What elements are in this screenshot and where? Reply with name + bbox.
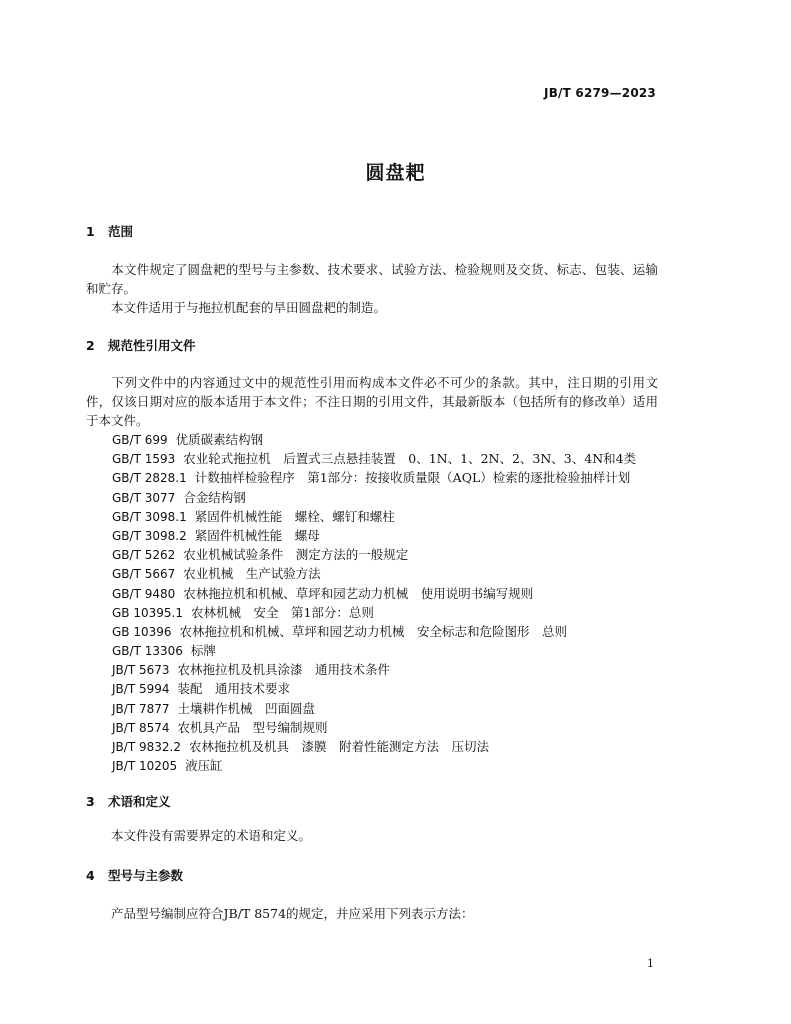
reference-code: GB 10396 — [112, 624, 172, 639]
reference-title: 农机具产品 型号编制规则 — [177, 719, 328, 735]
reference-code: GB/T 2828.1 — [112, 471, 187, 486]
reference-item — [112, 507, 636, 526]
reference-title: 合金结构钢 — [183, 489, 246, 505]
reference-code: GB/T 3098.1 — [112, 509, 187, 524]
section-number: 3 — [86, 794, 95, 809]
reference-item — [112, 603, 636, 622]
reference-code: JB/T 7877 — [112, 701, 170, 716]
reference-title: 农林机械 安全 第1部分：总则 — [190, 604, 374, 620]
reference-code: GB/T 13306 — [112, 644, 183, 659]
reference-code: GB 10395.1 — [112, 605, 183, 620]
reference-title: 农业机械 生产试验方法 — [183, 566, 321, 582]
reference-code: GB/T 1593 — [112, 452, 176, 467]
reference-item — [112, 468, 636, 487]
section-number: 4 — [86, 868, 95, 883]
reference-title: 农林拖拉机和机械、草坪和园艺动力机械 使用说明书编写规则 — [183, 585, 534, 601]
section-title: 范围 — [108, 224, 134, 239]
page-number: 1 — [647, 957, 654, 970]
reference-code: JB/T 5994 — [112, 682, 170, 697]
reference-code: GB/T 3077 — [112, 490, 176, 505]
reference-item — [112, 679, 636, 698]
reference-title: 紧固件机械性能 螺母 — [194, 527, 320, 543]
document-code: JB/T 6279—2023 — [544, 86, 656, 100]
section-2-heading — [86, 336, 196, 354]
reference-title: 农林拖拉机及机具涂漆 通用技术条件 — [177, 662, 391, 678]
reference-item — [112, 584, 636, 603]
section-title: 规范性引用文件 — [108, 338, 196, 353]
section-1-paragraph-2: 本文件适用于与拖拉机配套的旱田圆盘耙的制造。 — [111, 300, 387, 315]
reference-title: 农林拖拉机和机械、草坪和园艺动力机械 安全标志和危险图形 总则 — [179, 623, 568, 639]
reference-code: GB/T 5262 — [112, 548, 176, 563]
reference-title: 农林拖拉机及机具 漆膜 附着性能测定方法 压切法 — [188, 739, 489, 754]
reference-title: 液压缸 — [185, 758, 223, 774]
reference-code: GB/T 3098.2 — [112, 528, 187, 543]
reference-item — [112, 449, 636, 468]
section-4-paragraph-1: 产品型号编制应符合JB/T 8574的规定，并应采用下列表示方法： — [111, 906, 474, 921]
section-number: 1 — [86, 224, 95, 239]
reference-title: 土壤耕作机械 凹面圆盘 — [177, 700, 316, 716]
reference-title: 装配 通用技术要求 — [177, 681, 291, 697]
reference-code: JB/T 9832.2 — [112, 740, 181, 754]
reference-code: JB/T 5673 — [112, 663, 170, 678]
reference-item — [112, 526, 636, 545]
reference-item — [112, 756, 636, 775]
reference-title: 优质碳素结构钢 — [175, 432, 264, 447]
section-number: 2 — [86, 338, 95, 353]
reference-item — [112, 641, 636, 660]
reference-item — [112, 564, 636, 583]
reference-code: JB/T 8574 — [112, 720, 170, 735]
document-title: 圆盘耙 — [365, 162, 426, 184]
reference-item — [112, 488, 636, 507]
reference-title: 农业机械试验条件 测定方法的一般规定 — [183, 547, 409, 563]
section-3-heading — [86, 792, 171, 810]
reference-code: GB/T 699 — [112, 433, 168, 447]
reference-item — [112, 545, 636, 564]
reference-title: 紧固件机械性能 螺栓、螺钉和螺柱 — [194, 508, 395, 524]
reference-code: JB/T 10205 — [112, 759, 178, 774]
reference-item — [112, 718, 636, 737]
reference-item — [112, 622, 636, 641]
section-3-paragraph-1: 本文件没有需要界定的术语和定义。 — [111, 828, 312, 843]
section-1-heading — [86, 222, 133, 240]
reference-item — [112, 737, 636, 756]
section-2-paragraph-1: 下列文件中的内容通过文中的规范性引用而构成本文件必不可少的条款。其中，注日期的引用文件，仅该日期对应的版本适用于本文件；不注日期的引用文件，其最新版本（包括所有的修改单）适用于本文件。 — [86, 375, 658, 428]
reference-item — [112, 660, 636, 679]
reference-title: 农业轮式拖拉机 后置式三点悬挂装置 0、1N、1、2N、2、3N、3、4N和4类 — [183, 451, 637, 467]
normative-references-list — [112, 430, 636, 775]
reference-item — [112, 430, 636, 449]
reference-title: 计数抽样检验程序 第1部分：按接收质量限（AQL）检索的逐批检验抽样计划 — [194, 470, 631, 486]
section-title: 术语和定义 — [108, 794, 171, 809]
reference-code: GB/T 9480 — [112, 586, 176, 601]
reference-code: GB/T 5667 — [112, 567, 176, 582]
section-1-paragraph-1: 本文件规定了圆盘耙的型号与主参数、技术要求、试验方法、检验规则及交货、标志、包装、运输和贮存。 — [86, 262, 658, 296]
section-title: 型号与主参数 — [108, 868, 184, 883]
reference-item — [112, 699, 636, 718]
reference-title: 标牌 — [190, 643, 216, 659]
section-4-heading — [86, 866, 183, 884]
